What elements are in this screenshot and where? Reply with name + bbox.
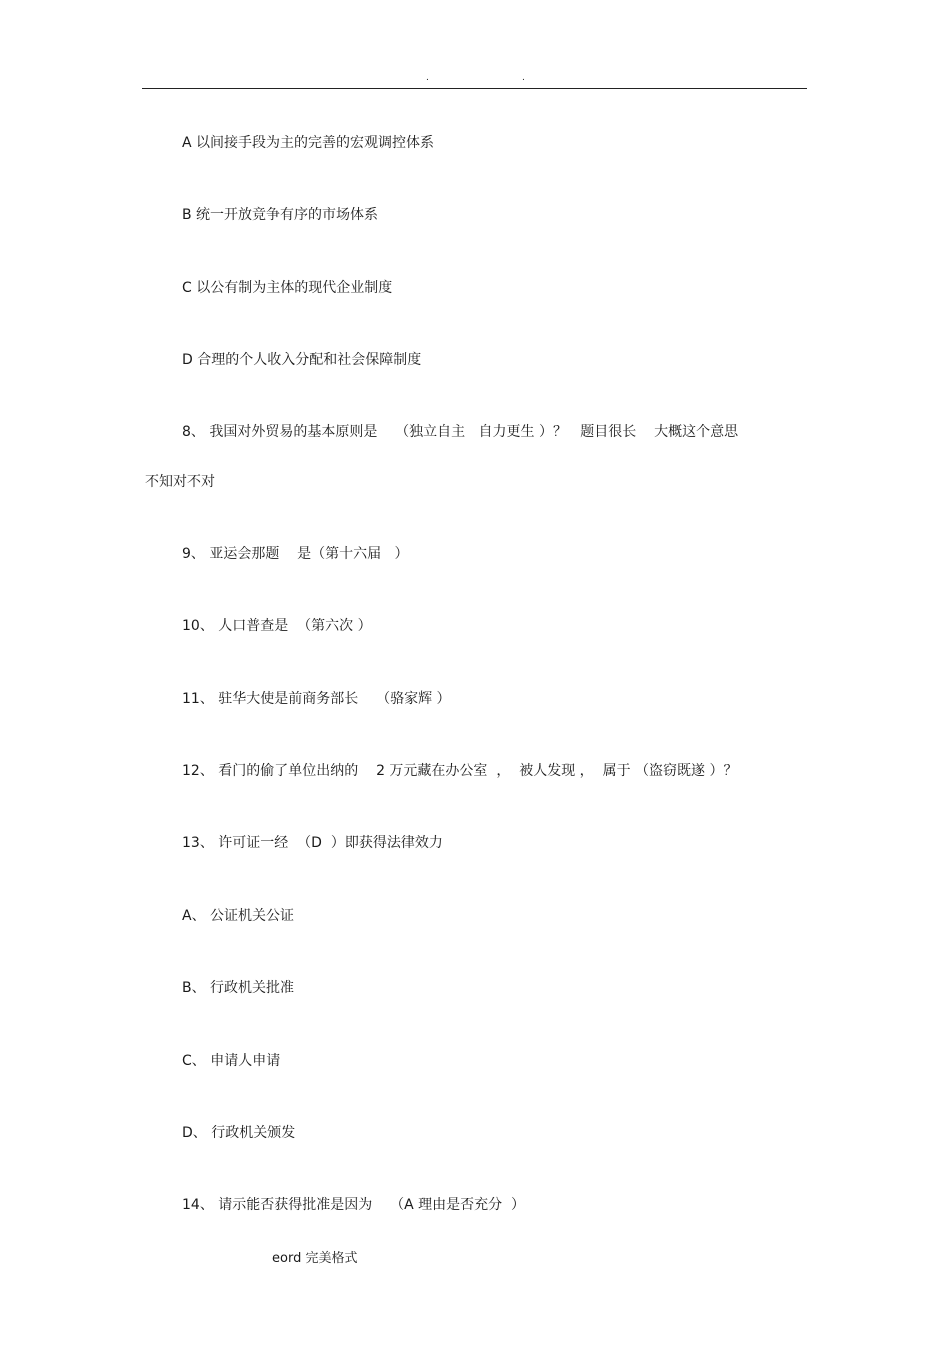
page-header xyxy=(0,72,950,84)
option-a-line: A 以间接手段为主的完善的宏观调控体系 xyxy=(182,135,435,151)
question-13-option-a: A、 公证机关公证 xyxy=(182,908,295,924)
question-11: 11、 驻华大使是前商务部长 （骆家辉 ） xyxy=(182,691,451,707)
header-rule xyxy=(142,88,807,89)
header-dot-left: . xyxy=(426,73,429,83)
question-10: 10、 人口普查是 （第六次 ） xyxy=(182,618,372,634)
question-12: 12、 看门的偷了单位出纳的 2 万元藏在办公室 ， 被人发现 ， 属于 （盗窃既遂 ）？ xyxy=(182,763,738,779)
question-14: 14、 请示能否获得批准是因为 （A 理由是否充分 ） xyxy=(182,1197,525,1213)
option-c-line: C 以公有制为主体的现代企业制度 xyxy=(182,280,393,296)
question-13-option-d: D、 行政机关颁发 xyxy=(182,1125,296,1141)
option-b-line: B 统一开放竞争有序的市场体系 xyxy=(182,207,379,223)
question-8: 8、 我国对外贸易的基本原则是 （独立自主 自力更生 ）？ 题目很长 大概这个意思 xyxy=(182,424,739,440)
question-8-continuation: 不知对不对 xyxy=(145,474,215,490)
option-d-line: D 合理的个人收入分配和社会保障制度 xyxy=(182,352,422,368)
question-13: 13、 许可证一经 （D ）即获得法律效力 xyxy=(182,835,443,851)
header-dot-right: . xyxy=(522,73,525,83)
page-footer: eord 完美格式 xyxy=(272,1251,358,1266)
question-13-option-b: B、 行政机关批准 xyxy=(182,980,295,996)
question-9: 9、 亚运会那题 是（第十六届 ） xyxy=(182,546,409,562)
question-13-option-c: C、 申请人申请 xyxy=(182,1053,281,1069)
